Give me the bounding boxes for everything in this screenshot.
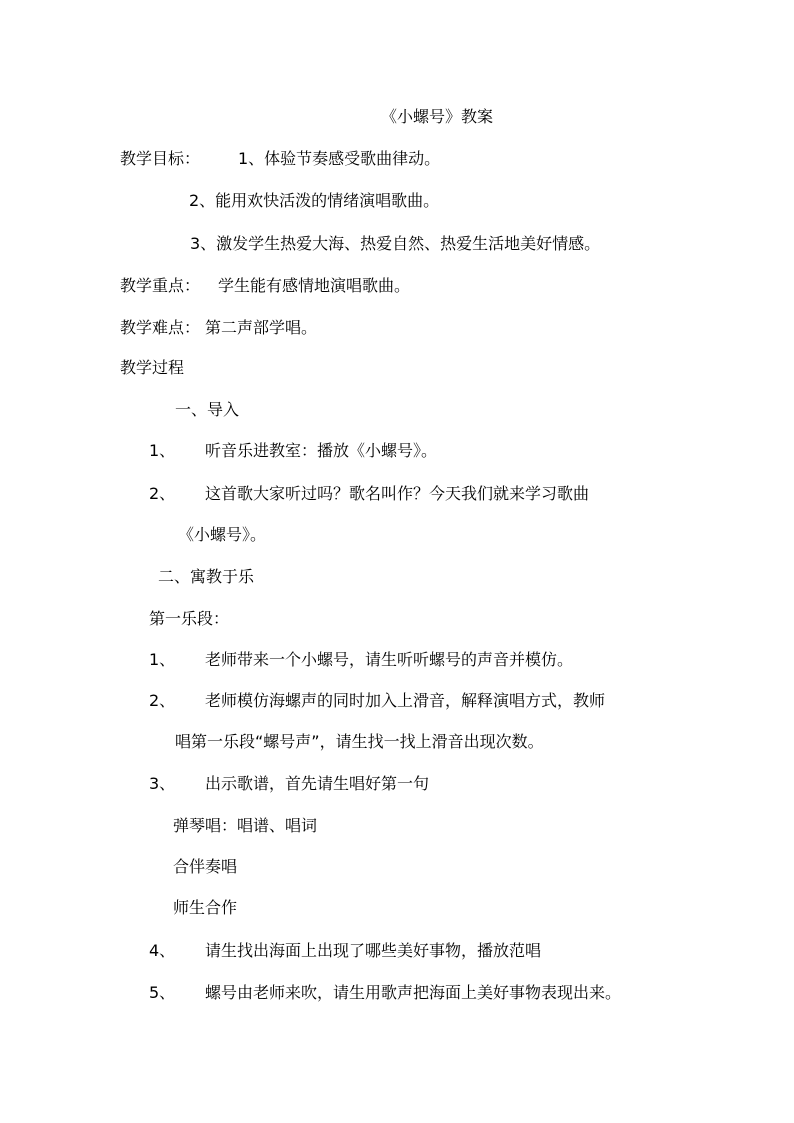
part-1-step-2-text: 老师模仿海螺声的同时加入上滑音，解释演唱方式，教师 (205, 691, 606, 710)
part-1-step-3-text: 出示歌谱，首先请生唱好第一句 (205, 774, 430, 793)
section-1-step-2-number: 2、 (149, 484, 176, 503)
section-1-step-2-text-continued: 《小螺号》。 (178, 525, 267, 544)
key-point-text: 学生能有感情地演唱歌曲。 (218, 276, 411, 295)
section-1-step-1-text: 听音乐进教室：播放《小螺号》。 (205, 441, 438, 460)
substep-1: 弹琴唱：唱谱、唱词 (173, 816, 318, 835)
teaching-goals-label: 教学目标： (120, 149, 201, 168)
section-2-heading: 二、寓教于乐 (158, 567, 255, 586)
section-1-step-1-number: 1、 (149, 441, 176, 460)
part-1-step-2-number: 2、 (149, 691, 176, 710)
difficulty-label: 教学难点： (120, 318, 201, 337)
section-1-step-2-text: 这首歌大家听过吗？歌名叫作？今天我们就来学习歌曲 (205, 484, 590, 503)
teaching-goal-1: 1、体验节奏感受歌曲律动。 (238, 149, 441, 168)
document-title: 《小螺号》教案 (381, 107, 494, 126)
part-1-step-2-text-continued: 唱第一乐段“螺号声”，请生找一找上滑音出现次数。 (175, 732, 544, 751)
section-1-heading: 一、导入 (175, 400, 240, 419)
key-point-label: 教学重点： (120, 276, 201, 295)
part-1-step-4-text: 请生找出海面上出现了哪些美好事物，播放范唱 (205, 941, 542, 960)
part-1-step-5-number: 5、 (149, 983, 176, 1002)
part-1-step-1-number: 1、 (149, 650, 176, 669)
part-1-step-4-number: 4、 (149, 941, 176, 960)
substep-2: 合伴奏唱 (173, 857, 238, 876)
difficulty-text: 第二声部学唱。 (205, 318, 318, 337)
substep-3: 师生合作 (173, 898, 238, 917)
teaching-process-heading: 教学过程 (120, 358, 185, 377)
part-1-step-5-text: 螺号由老师来吹，请生用歌声把海面上美好事物表现出来。 (205, 983, 622, 1002)
teaching-goal-2: 2、能用欢快活泼的情绪演唱歌曲。 (189, 191, 440, 210)
part-1-step-1-text: 老师带来一个小螺号，请生听听螺号的声音并模仿。 (205, 650, 574, 669)
part-1-heading: 第一乐段： (149, 609, 230, 628)
part-1-step-3-number: 3、 (149, 774, 176, 793)
teaching-goal-3: 3、激发学生热爱大海、热爱自然、热爱生活地美好情感。 (190, 234, 601, 253)
